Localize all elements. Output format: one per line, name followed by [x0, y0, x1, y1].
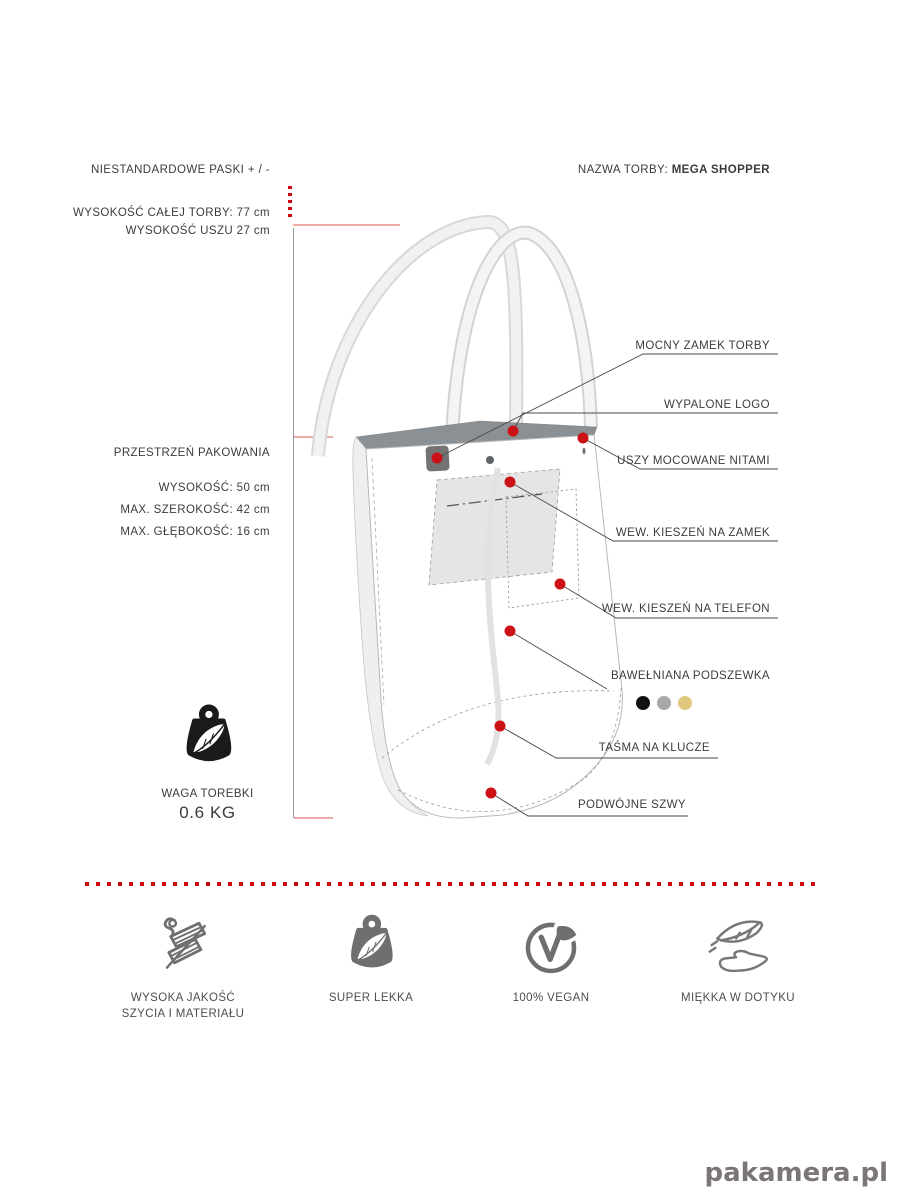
lining-color-sand — [678, 696, 692, 710]
marker-key-strap — [495, 721, 506, 732]
marker-lining — [505, 626, 516, 637]
feature-soft-touch — [653, 906, 823, 1006]
marker-zip-pocket — [505, 477, 516, 488]
zipper-pull — [486, 456, 494, 464]
soft-touch-icon — [698, 914, 778, 978]
bag-weight-label: WAGA TOREBKI — [161, 788, 254, 800]
callout-cotton-lining: BAWEŁNIANA PODSZEWKA — [610, 670, 770, 682]
lightweight-icon — [344, 914, 398, 978]
packing-height-label: WYSOKOŚĆ: 50 cm — [158, 482, 270, 494]
vegan-icon — [520, 916, 582, 978]
bag-name-value: MEGA SHOPPER — [671, 164, 770, 176]
callout-phone-pocket: WEW. KIESZEŃ NA TELEFON — [601, 603, 770, 615]
lining-color-swatches — [636, 696, 692, 710]
marker-phone-pocket — [555, 579, 566, 590]
feature-vegan — [466, 906, 636, 1006]
feature-super-light — [286, 906, 456, 1006]
feature-label-line1: SUPER LEKKA — [328, 992, 414, 1004]
marker-double-seams — [486, 788, 497, 799]
callout-strong-zipper: MOCNY ZAMEK TORBY — [635, 340, 770, 352]
callout-double-seams: PODWÓJNE SZWY — [577, 799, 686, 811]
bag-name — [578, 164, 770, 177]
bag-weight-value: 0.6 KG — [179, 803, 236, 822]
bag-weight-block — [130, 703, 285, 823]
feature-label-line1: MIĘKKA W DOTYKU — [681, 992, 795, 1004]
packing-depth-label: MAX. GŁĘBOKOŚĆ: 16 cm — [120, 526, 270, 538]
callout-riveted-handles: USZY MOCOWANE NITAMI — [617, 455, 770, 467]
packing-space-title: PRZESTRZEŃ PAKOWANIA — [113, 447, 270, 459]
lining-color-black — [636, 696, 650, 710]
bag-name-label: NAZWA TORBY: — [577, 164, 672, 176]
callout-key-strap: TAŚMA NA KLUCZE — [598, 742, 710, 754]
bag-weight-icon — [179, 703, 237, 773]
callout-burned-logo: WYPALONE LOGO — [664, 399, 770, 411]
rivet — [583, 448, 586, 454]
callout-zip-pocket: WEW. KIESZEŃ NA ZAMEK — [615, 527, 770, 539]
sewing-quality-icon — [150, 910, 216, 978]
handle-height-label: WYSOKOŚĆ USZU 27 cm — [125, 225, 270, 237]
feature-label-line1: 100% VEGAN — [512, 992, 590, 1004]
total-height-label: WYSOKOŚĆ CAŁEJ TORBY: 77 cm — [73, 207, 270, 219]
pakamera-logo: pakamera.pl — [704, 1158, 888, 1188]
feature-label-line2: SZYCIA I MATERIAŁU — [121, 1008, 245, 1020]
straps-adjust-indicator — [288, 186, 292, 219]
custom-straps-label: NIESTANDARDOWE PASKI + / - — [91, 164, 270, 176]
marker-zipper — [508, 426, 519, 437]
lining-color-gray — [657, 696, 671, 710]
feature-sewing-quality — [98, 906, 268, 1022]
marker-logo — [432, 453, 443, 464]
feature-label-line1: WYSOKA JAKOŚĆ — [130, 992, 236, 1004]
marker-rivets — [578, 433, 589, 444]
packing-width-label: MAX. SZEROKOŚĆ: 42 cm — [120, 504, 270, 516]
red-dotted-divider — [85, 882, 816, 886]
